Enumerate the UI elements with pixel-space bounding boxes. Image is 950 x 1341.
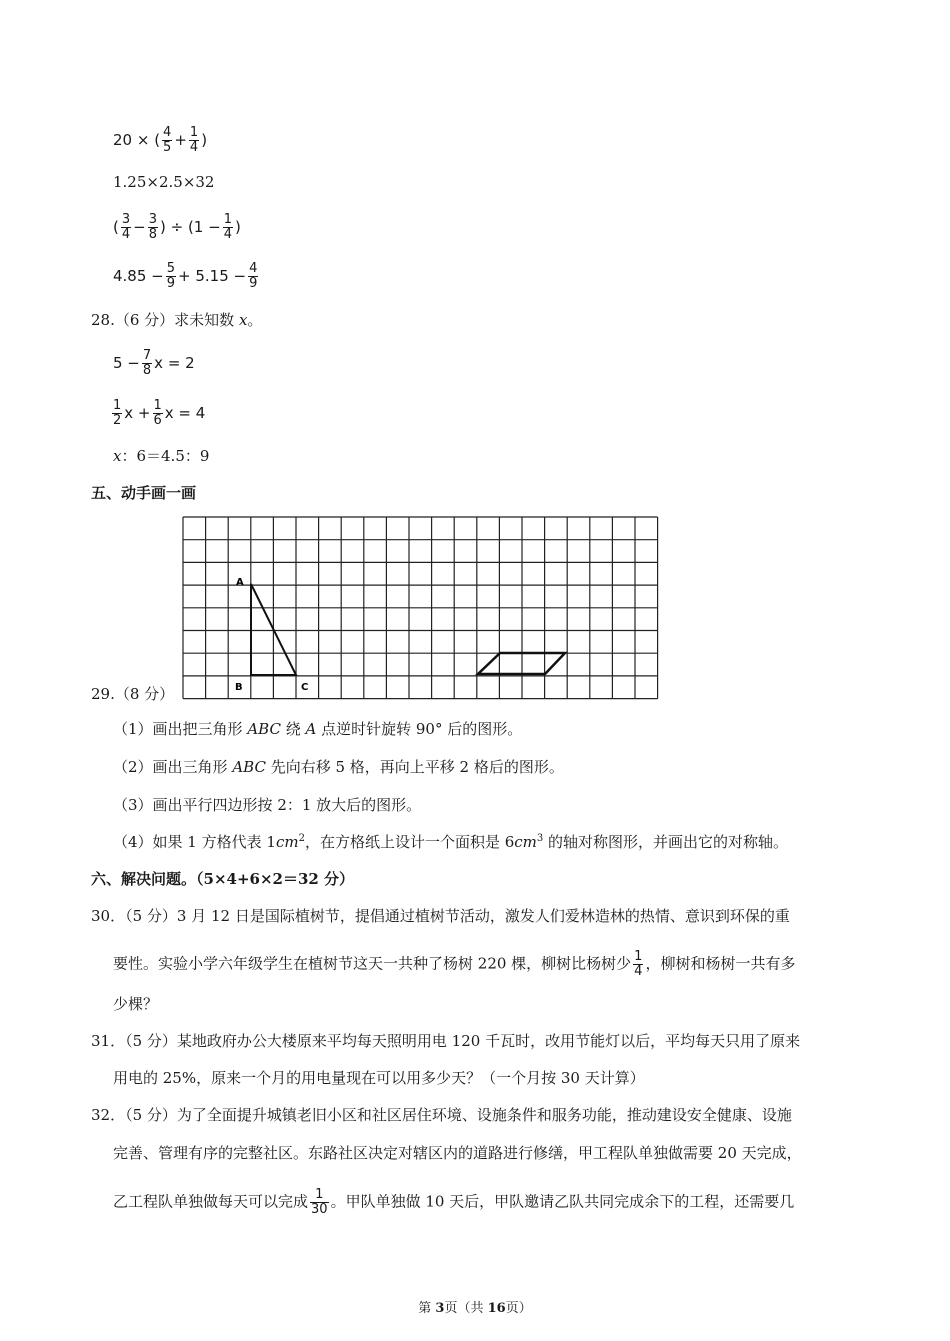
q29-item-1: （1）画出把三角形 ABC 绕 A 点逆时针旋转 90° 后的图形。	[113, 720, 523, 738]
expr-3: ( $\frac{3}{4}$ − $\frac{3}{8}$ ) ÷ (1 − $\frac{1}{4}$ )	[113, 212, 241, 242]
expr-2: 1.25×2.5×32	[113, 173, 215, 191]
expr-1: 20 × ( $\frac{4}{5}$ + $\frac{1}{4}$ )	[113, 125, 208, 155]
section-6-title: 六、解决问题。（5×4+6×2＝32 分）	[91, 870, 355, 888]
section-5-title: 五、动手画一画	[91, 484, 197, 502]
q29-item-2: （2）画出三角形 ABC 先向右移 5 格，再向上平移 2 格后的图形。	[113, 758, 564, 776]
q28-eq3: x：6＝4.5：9	[113, 447, 210, 465]
q29-label: 29.（8 分）	[91, 685, 175, 703]
q28-eq1: 5 − $\frac{7}{8}$ x = 2	[113, 348, 195, 378]
q28-eq2: $\frac{1}{2}$ x + $\frac{1}{6}$ x = 4	[113, 398, 206, 428]
q29-item-3: （3）画出平行四边形按 2：1 放大后的图形。	[113, 796, 422, 814]
q32-line-1: 32．（5 分）为了全面提升城镇老旧小区和社区居住环境、设施条件和服务功能，推动建设安全健康、设施	[91, 1106, 792, 1124]
q31-line-2: 用电的 25%，原来一个月的用电量现在可以用多少天？（一个月按 30 天计算）	[113, 1069, 645, 1087]
q30-line-2: 要性。实验小学六年级学生在植树节这天一共种了杨树 220 棵，柳树比杨树少 $\frac{1}{4}$ ，柳树和杨树一共有多	[113, 949, 796, 979]
q31-line-1: 31．（5 分）某地政府办公大楼原来平均每天照明用电 120 千瓦时，改用节能灯以后，平均每天只用了原来	[91, 1032, 801, 1050]
label-c: C	[301, 682, 309, 693]
q32-line-2: 完善、管理有序的完整社区。东路社区决定对辖区内的道路进行修缮，甲工程队单独做需要 20 天完成，	[113, 1144, 802, 1162]
grid-figure	[182, 516, 660, 704]
grid-svg	[182, 516, 660, 700]
label-a: A	[236, 577, 244, 588]
q30-line-1: 30．（5 分）3 月 12 日是国际植树节，提倡通过植树节活动，激发人们爱林造林的热情、意识到环保的重	[91, 907, 790, 925]
q29-item-4: （4）如果 1 方格代表 $1cm^2$，在方格纸上设计一个面积是 $6cm^3$ 的轴对称图形，并画出它的对称轴。	[113, 833, 789, 851]
label-b: B	[235, 682, 243, 693]
page-footer: 第 3页（共 16页）	[418, 1301, 532, 1316]
q28-label: 28.（6 分）求未知数 x。	[91, 311, 263, 329]
q32-line-3: 乙工程队单独做每天可以完成 $\frac{1}{30}$ 。甲队单独做 10 天后，甲队邀请乙队共同完成余下的工程，还需要几	[113, 1187, 795, 1217]
q30-line-3: 少棵？	[113, 995, 159, 1013]
expr-4: 4.85 − $\frac{5}{9}$ + 5.15 − $\frac{4}{9}$	[113, 261, 258, 291]
